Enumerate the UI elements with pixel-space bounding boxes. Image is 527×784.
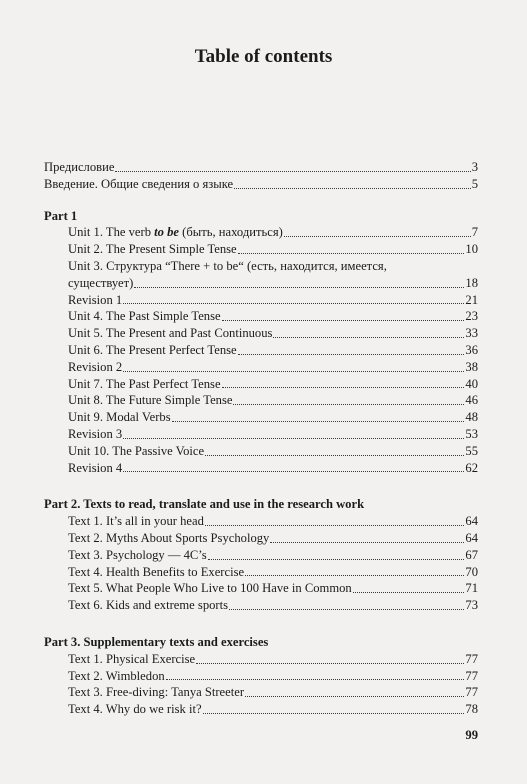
toc-entry-label: Text 1. It’s all in your head [68, 514, 204, 529]
toc-entry-page: 53 [465, 426, 478, 441]
toc-entry-label: Text 3. Psychology — 4C’s [68, 547, 207, 562]
toc-entry-label: Text 2. Wimbledon [68, 668, 165, 683]
toc-entry-page: 77 [465, 668, 478, 683]
dot-leader [123, 303, 464, 304]
toc-entry-page: 64 [465, 514, 478, 529]
part-3-heading: Part 3. Supplementary texts and exercises [44, 634, 269, 649]
toc-entry-page: 73 [465, 598, 478, 613]
dot-leader [123, 471, 464, 472]
toc-entry-label: Unit 10. The Passive Voice [68, 443, 205, 458]
toc-entry-page: 33 [465, 326, 478, 341]
toc-entry-unit-1 [44, 224, 478, 241]
toc-entry-page: 5 [471, 176, 478, 191]
dot-leader [196, 663, 464, 664]
toc-entry-unit-3-line1: Unit 3. Структура “There + to be“ (есть, находится, имеется, [68, 258, 387, 273]
toc-entry-page: 77 [465, 685, 478, 700]
dot-leader [123, 371, 464, 372]
dot-leader [238, 354, 465, 355]
toc-entry-page: 71 [465, 581, 478, 596]
toc-entry-label: существует) [68, 275, 134, 290]
toc-entry-label: Unit 8. The Future Simple Tense [68, 393, 233, 408]
toc-entry [44, 547, 478, 564]
toc-entry-label: Unit 7. The Past Perfect Tense [68, 376, 221, 391]
toc-entry-page: 38 [465, 359, 478, 374]
toc-entry-preface [44, 159, 478, 176]
toc-entry-label: Text 3. Free-diving: Tanya Streeter [68, 685, 245, 700]
dot-leader [222, 320, 465, 321]
toc-entry [44, 292, 478, 309]
toc-entry [44, 668, 478, 685]
toc-entry-page: 10 [465, 242, 478, 257]
toc-entry-label: Unit 5. The Present and Past Continuous [68, 326, 273, 341]
toc-entry [44, 580, 478, 597]
page-title: Table of contents [194, 46, 333, 67]
toc-entry-label: Введение. Общие сведения о языке [44, 176, 234, 191]
toc-entry [44, 376, 478, 393]
dot-leader [229, 609, 464, 610]
dot-leader [205, 525, 465, 526]
dot-leader [203, 713, 465, 714]
toc-entry [44, 460, 478, 477]
part-2-heading: Part 2. Texts to read, translate and use in the research work [44, 497, 365, 512]
toc-entry-label: Text 5. What People Who Live to 100 Have in Common [68, 581, 352, 596]
toc-entry [44, 308, 478, 325]
toc-entry [44, 564, 478, 581]
toc-entry-introduction [44, 176, 478, 193]
dot-leader [233, 404, 464, 405]
toc-entry [44, 684, 478, 701]
toc-entry-label: Text 1. Physical Exercise [68, 651, 196, 666]
toc-entry [44, 426, 478, 443]
dot-leader [172, 421, 465, 422]
toc-entry [44, 342, 478, 359]
toc-entry-label: Unit 6. The Present Perfect Tense [68, 342, 237, 357]
dot-leader [273, 337, 464, 338]
toc-entry [44, 409, 478, 426]
toc-entry [44, 530, 478, 547]
toc-entry-page: 21 [465, 292, 478, 307]
toc-entry-page: 46 [465, 393, 478, 408]
toc-entry [44, 443, 478, 460]
dot-leader [166, 679, 465, 680]
toc-entry-page: 78 [465, 702, 478, 717]
toc-entry-label: Revision 3 [68, 426, 123, 441]
toc-entry [44, 513, 478, 530]
toc-entry-page: 3 [471, 160, 478, 174]
dot-leader [234, 188, 471, 189]
toc-entry [44, 325, 478, 342]
toc-entry-label: Text 2. Myths About Sports Psychology [68, 530, 270, 545]
toc-entry-page: 64 [465, 530, 478, 545]
toc-entry-label: Text 4. Health Benefits to Exercise [68, 564, 245, 579]
toc-entry [44, 597, 478, 614]
toc-entry-unit-3 [44, 275, 478, 292]
dot-leader [208, 559, 465, 560]
toc-entry-label: Text 4. Why do we risk it? [68, 702, 202, 717]
toc-entry [44, 359, 478, 376]
dot-leader [115, 171, 470, 172]
dot-leader [353, 592, 465, 593]
dot-leader [205, 455, 464, 456]
toc-entry-page: 55 [465, 443, 478, 458]
toc-entry-label: Unit 9. Modal Verbs [68, 410, 171, 425]
dot-leader [238, 253, 465, 254]
dot-leader [123, 438, 464, 439]
toc-entry-page: 67 [465, 547, 478, 562]
toc-entry-label: Unit 4. The Past Simple Tense [68, 309, 221, 324]
toc-entry-page: 7 [471, 225, 478, 240]
toc-entry-page: 77 [465, 651, 478, 666]
toc-entry-label: Unit 1. The verb to be (быть, находиться) [68, 225, 283, 240]
toc-entry [44, 701, 478, 718]
dot-leader [245, 696, 464, 697]
part-1-heading: Part 1 [44, 208, 78, 223]
dot-leader [284, 236, 471, 237]
dot-leader [270, 542, 464, 543]
toc-entry-page: 18 [465, 275, 478, 290]
table-of-contents [44, 159, 478, 718]
toc-entry-label: Revision 2 [68, 359, 123, 374]
dot-leader [222, 387, 465, 388]
toc-entry-page: 70 [465, 564, 478, 579]
toc-entry-label: Unit 2. The Present Simple Tense [68, 242, 237, 257]
toc-entry-page: 40 [465, 376, 478, 391]
toc-entry [44, 392, 478, 409]
toc-entry-page: 62 [465, 460, 478, 475]
toc-entry-label: Revision 4 [68, 460, 123, 475]
toc-entry-label: Предисловие [44, 160, 115, 174]
toc-entry [44, 651, 478, 668]
dot-leader [134, 287, 464, 288]
toc-entry-page: 23 [465, 309, 478, 324]
toc-entry-label: Revision 1 [68, 292, 123, 307]
dot-leader [245, 575, 464, 576]
page-number: 99 [465, 728, 478, 742]
toc-entry-unit-2 [44, 241, 478, 258]
toc-entry-label: Text 6. Kids and extreme sports [68, 598, 229, 613]
toc-entry-page: 36 [465, 342, 478, 357]
toc-entry-page: 48 [465, 410, 478, 425]
